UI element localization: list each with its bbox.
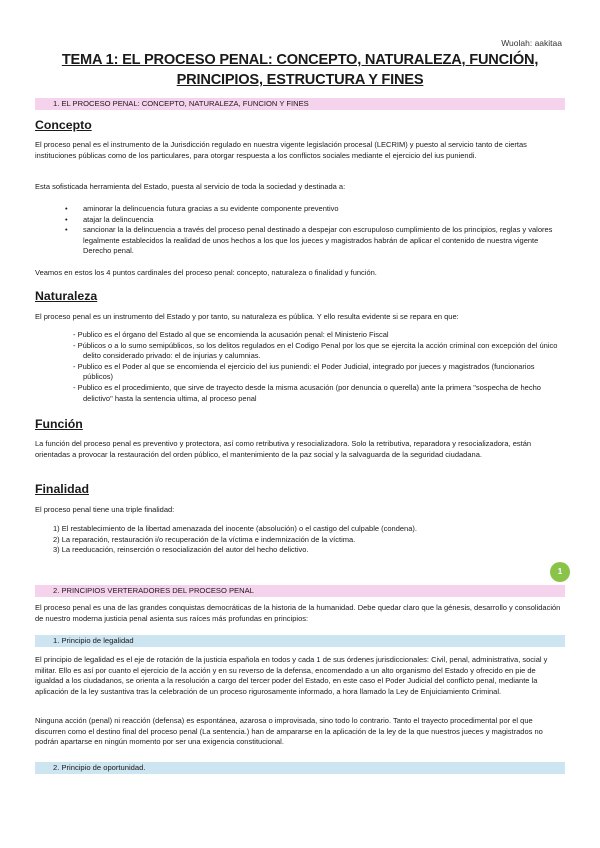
list-item: • sancionar la la delincuencia a través del proceso penal destinado a despejar con escrupuloso cumplimiento de los principios, reglas y valores legalmente establecidos la realidad de unos hechos a los que los jueces y magistrados habrán de aplicar el contenido de nuestra vigente Derecho penal. <box>65 225 553 256</box>
concepto-paragraph-2: Esta sofisticada herramienta del Estado, puesta al servicio de toda la sociedad y destinada a: <box>35 182 346 191</box>
finalidad-paragraph-1: El proceso penal tiene una triple finalidad: <box>35 505 175 514</box>
page-title <box>40 50 560 90</box>
subsection-legalidad-heading-text: 1. Principio de legalidad <box>53 636 134 645</box>
concepto-paragraph-3: Veamos en estos los 4 puntos cardinales del proceso penal: concepto, naturaleza o finalidad y función. <box>35 268 377 277</box>
bullet-icon: • <box>65 204 68 213</box>
funcion-heading: Función <box>35 417 83 431</box>
concepto-heading: Concepto <box>35 118 92 132</box>
subsection-oportunidad-heading <box>35 762 565 774</box>
list-item: 2) La reparación, restauración i/o recuperación de la víctima e indemnización de la víctima. <box>53 534 356 544</box>
list-item: - Públicos o a lo sumo semipúblicos, so los delitos regulados en el Codigo Penal por los que se ejercita la acción criminal con excepción del único delito considerado privado: el de injurias y calumnias. <box>73 340 558 361</box>
list-item: - Publico es el órgano del Estado al que se encomienda la acusación penal: el Ministerio Fiscal <box>73 330 389 339</box>
list-item: 1) El restablecimiento de la libertad amenazada del inocente (absolución) o el castigo del culpable (condena). <box>53 524 417 533</box>
section-1-heading-text: 1. EL PROCESO PENAL: CONCEPTO, NATURALEZA, FUNCION Y FINES <box>53 99 309 108</box>
page-number-badge: 1 <box>550 562 570 582</box>
page-title-line-1: TEMA 1: EL PROCESO PENAL: CONCEPTO, NATURALEZA, FUNCIÓN, <box>61 52 539 68</box>
watermark-text: Wuolah: aakitaa <box>501 38 562 48</box>
finalidad-numbered-list <box>35 524 565 556</box>
list-item: • aminorar la delincuencia futura gracias a su evidente componente preventivo <box>65 204 339 213</box>
list-item: - Publico es el Poder al que se encomienda el ejercicio del ius puniendi: el Poder Judicial, integrado por jueces y magistrados (funcionarios públicos) <box>73 361 535 382</box>
finalidad-heading: Finalidad <box>35 482 89 496</box>
bullet-icon: • <box>65 214 68 224</box>
page-title-line-2: PRINCIPIOS, ESTRUCTURA Y FINES <box>176 72 424 88</box>
section-2-paragraph-3: Ninguna acción (penal) ni reacción (defensa) es espontánea, azarosa o improvisada, sino todo lo contrario. Tanto el trayecto procedimental por el que discurren como el destino final del proceso penal (La sentencia.) han de ampararse en la aplicación de la ley de la que nuestros jueces y magistrados no podrán apartarse en ningún momento por ser una exigencia constitucional. <box>35 716 543 747</box>
bullet-icon: • <box>65 225 68 235</box>
list-item: 3) La reeducación, reinserción o resocialización del autor del hecho delictivo. <box>53 545 309 555</box>
funcion-paragraph-1: La función del proceso penal es preventivo y protectora, así como retributiva y resocializadora. Solo la retributiva, reparadora y resocializadora, están orientadas a provocar la restauración del orden público, el mantenimiento de la paz social y la salvaguarda de la seguridad ciudadana. <box>35 439 532 459</box>
section-2-paragraph-1: El proceso penal es una de las grandes conquistas democráticas de la historia de la humanidad. Debe quedar claro que la génesis, desarrollo y consolidación de nuestro moderna justicia penal asienta sus raíces más profundas en principios: <box>35 603 561 623</box>
section-2-paragraph-2: El principio de legalidad es el eje de rotación de la justicia española en todos y cada 1 de sus órdenes jurisdiccionales: Civil, penal, administrativa, social y militar. Ello es así por cuanto el ejercicio de la acción y en su reverso de la defensa, encomendado a un alto organismo del Estado y ofrecido en pie de igualdad a los ciudadanos, se orienta a la resolución a cargo del tercer poder del Estado, en este caso el Poder Judicial del conflicto penal, mediante la aplicación de la ley sustantiva tras la celebración de un proceso rigurosamente informado, a hora llamado la Ley de Enjuiciamiento Criminal. <box>35 655 548 696</box>
list-item: • atajar la delincuencia <box>65 214 154 224</box>
naturaleza-dash-list <box>35 330 565 404</box>
subsection-legalidad-heading <box>35 635 565 647</box>
section-1-heading <box>35 98 565 110</box>
list-item: - Publico es el procedimiento, que sirve de trayecto desde la misma acusación (por denuncia o querella) ante la primera "sospecha de hecho delictivo" hasta la sentencia ultima, al proceso penal <box>73 382 541 403</box>
subsection-oportunidad-heading-text: 2. Principio de oportunidad. <box>53 763 146 772</box>
section-2-heading-text: 2. PRINCIPIOS VERTERADORES DEL PROCESO PENAL <box>53 586 254 595</box>
section-2-heading <box>35 585 565 597</box>
naturaleza-heading: Naturaleza <box>35 289 98 303</box>
concepto-paragraph-1: El proceso penal es el instrumento de la Jurisdicción regulado en nuestra vigente legislación procesal (LECRIM) y puesto al servicio tanto de ciertas instituciones públicas como de los particulares, para otorgar respuesta a los conflictos sociales mediante el ejercicio del ius puniendi. <box>35 140 527 160</box>
naturaleza-paragraph-1: El proceso penal es un instrumento del Estado y por tanto, su naturaleza es pública. Y ello resulta evidente si se repara en que: <box>35 312 459 321</box>
concepto-bullet-list <box>35 204 565 257</box>
